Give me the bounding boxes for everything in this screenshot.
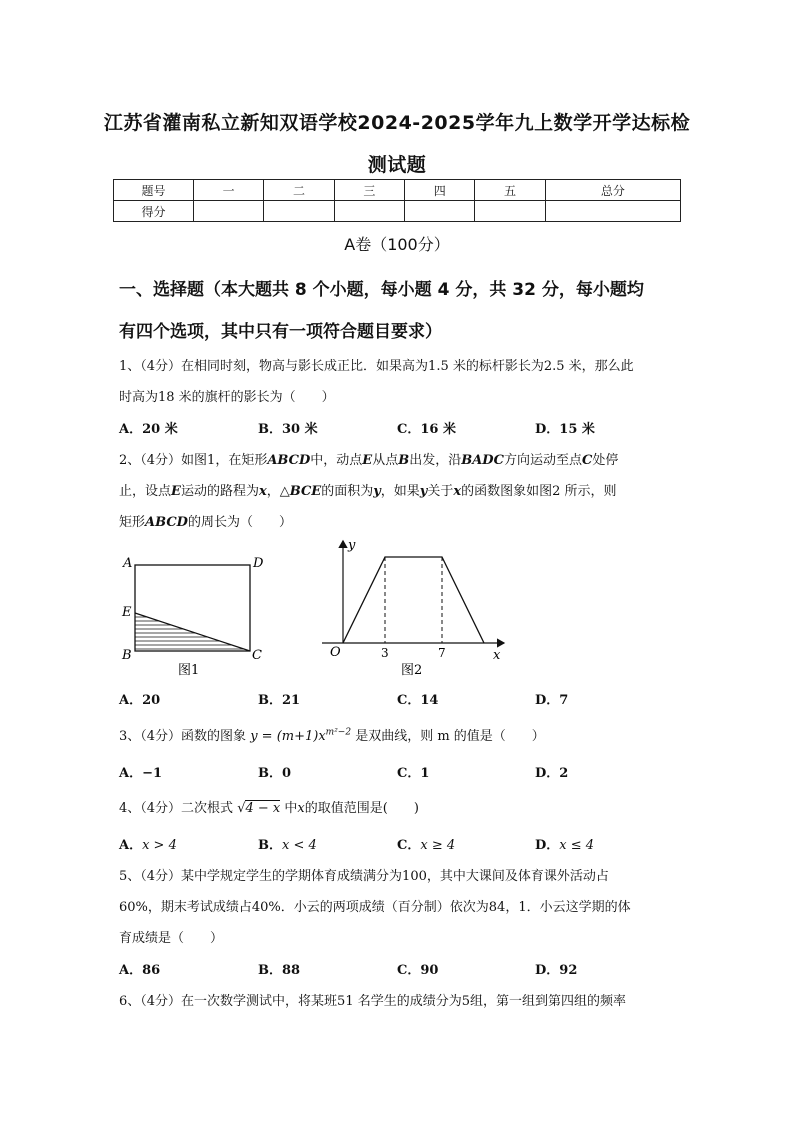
q1-line2: 时高为18 米的旗杆的影长为（ ） [119,390,335,405]
q2-line2 [119,480,617,499]
score-header-cell: 三 [334,180,404,201]
q4-radicand: 4 − x [245,801,281,816]
q3-option-a: A．−1 [119,766,163,781]
q6-line1: 6、（4分）在一次数学测试中，将某班51 名学生的成绩分为5组，第一组到第四组的频率 [119,994,626,1009]
q2-text: 出发，沿 [409,453,462,468]
q3-formula-exponent: m²−2 [325,727,352,738]
rectangle-abcd [135,565,250,651]
label-a: A [123,556,133,571]
q2-text: 止，设点 [119,484,172,499]
q2-text: 运动的路程为 [180,484,259,499]
score-table [113,179,681,222]
q2-math: ABCD [267,453,311,468]
q4-option-label: C． [397,838,421,853]
q2-option-a: A．20 [119,693,161,708]
q2-text: 从点 [372,453,399,468]
q4-option-d [535,834,594,853]
q4-option-label: B． [258,838,282,853]
axis-label-x: x [493,648,501,663]
q3-option-c: C．1 [397,766,430,781]
score-cell [194,201,264,222]
document-title-line1: 江苏省灌南私立新知双语学校2024-2025学年九上数学开学达标检 [103,112,691,134]
q2-text: 的面积为 [321,484,374,499]
q4-text: 的取值范围是( ) [304,801,419,816]
q3-formula [250,729,351,744]
origin-label: O [330,645,341,660]
q2-line1 [119,449,618,468]
score-cell [264,201,334,222]
label-b: B [122,648,132,663]
shaded-triangle-bce [135,617,250,649]
q3-option-b: B．0 [258,766,292,781]
score-header-cell: 五 [475,180,545,201]
q4-option-label: A． [119,838,143,853]
q1-option-a: A．20 米 [119,422,178,437]
label-e: E [122,605,132,620]
q1-option-d: D．15 米 [535,422,595,437]
part1-heading-line2: 有四个选项，其中只有一项符合题目要求） [119,322,442,342]
q2-text: 方向运动至点 [503,453,582,468]
q5-line1: 5、（4分）某中学规定学生的学期体育成绩满分为100，其中大课间及体育课外活动占 [119,869,609,884]
q4-option-math: x ≤ 4 [559,838,595,853]
score-table-header-row [114,180,681,201]
q2-math: y [373,484,381,499]
q4-option-label: D． [535,838,560,853]
q2-text: ，如果 [380,484,420,499]
q4-variable: x [297,801,305,816]
tick-label-7: 7 [438,646,446,660]
document-title-line2: 测试题 [367,154,427,176]
q4-option-b [258,834,317,853]
q2-math: y [419,484,428,499]
score-cell [545,201,680,222]
q2-option-b: B．21 [258,693,301,708]
q5-line2: 60%，期末考试成绩占40%．小云的两项成绩（百分制）依次为84，1．小云这学期的体 [119,900,631,915]
score-table-score-row [114,201,681,222]
q2-line3 [119,511,292,530]
q2-text: 的周长为（ ） [187,515,292,530]
q4-sqrt: √4 − x [237,801,281,816]
figure-2-caption: 图2 [401,663,423,678]
part1-heading-line1: 一、选择题（本大题共 8 个小题，每小题 4 分，共 32 分，每小题均 [119,280,644,300]
q2-math: BADC [461,453,504,468]
q2-math: B [398,453,410,468]
q2-math: BCE [289,484,322,499]
q2-math: E [171,484,181,499]
q2-text: 2、（4分）如图1，在矩形 [119,453,268,468]
q5-line3: 育成绩是（ ） [119,931,224,946]
figure-1-caption: 图1 [178,663,200,678]
q2-text: 处停 [592,453,619,468]
q4-option-c [397,834,455,853]
q2-math: ABCD [145,515,188,530]
q5-option-a: A．86 [119,963,161,978]
q3-text: 是双曲线，则 m 的值是（ ） [355,729,545,744]
score-header-cell: 题号 [114,180,194,201]
q3-line1 [119,725,545,744]
score-header-cell: 二 [264,180,334,201]
section-a-heading: A卷（100分） [344,235,450,254]
score-cell [475,201,545,222]
q4-option-math: x > 4 [142,838,177,853]
q2-math: x [258,484,267,499]
q5-option-c: C．90 [397,963,439,978]
q3-option-d: D．2 [535,766,569,781]
q5-option-d: D．92 [535,963,578,978]
axis-label-y: y [348,538,356,553]
q4-option-a [119,834,177,853]
q2-option-c: C．14 [397,693,439,708]
score-row-label: 得分 [114,201,194,222]
label-c: C [252,648,262,663]
q3-text: 3、（4分）函数的图象 [119,729,247,744]
q2-option-d: D．7 [535,693,569,708]
q1-line1: 1、（4分）在相同时刻，物高与影长成正比．如果高为1.5 米的标杆影长为2.5 米，那么此 [119,359,634,374]
q2-text: 中，动点 [310,453,363,468]
q1-option-b: B．30 米 [258,422,318,437]
score-cell [405,201,475,222]
q5-option-b: B．88 [258,963,301,978]
label-d: D [253,556,264,571]
q2-math: E [362,453,373,468]
q2-text: ，△ [266,484,290,499]
q2-text: 矩形 [119,515,146,530]
q2-math: C [581,453,593,468]
function-graph [343,557,484,643]
q4-line1 [119,797,419,816]
q4-text: 4、（4分）二次根式 [119,801,234,816]
q4-option-math: x ≥ 4 [420,838,456,853]
score-header-cell: 总分 [545,180,680,201]
q2-text: 关于 [427,484,454,499]
q2-math: x [453,484,462,499]
score-header-cell: 四 [405,180,475,201]
q1-option-c: C．16 米 [397,422,456,437]
figure-1-rectangle [112,548,272,678]
q4-text: 中 [284,801,298,816]
figure-2-graph [312,535,512,680]
q3-formula-base: y = (m+1)x [250,729,326,744]
tick-label-3: 3 [381,646,389,660]
score-cell [334,201,404,222]
q4-option-math: x < 4 [282,838,317,853]
q2-text: 的函数图象如图2 所示，则 [461,484,617,499]
score-header-cell: 一 [194,180,264,201]
